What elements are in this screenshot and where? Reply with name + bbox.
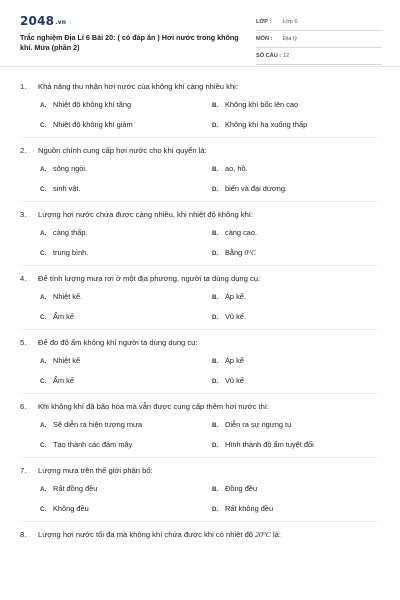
question-text: Khả năng thu nhận hơi nước của không khí càng nhiều khi: [38,82,238,91]
option-letter: D. [212,442,219,449]
option-text: Hình thành độ ẩm tuyệt đối [225,440,314,449]
option-letter: D. [212,122,219,129]
logo-suffix: .vn [55,19,67,26]
answer-option-d[interactable] [212,504,382,515]
option-letter: B. [212,166,219,173]
option-letter: C. [40,442,47,449]
answer-option-a[interactable] [40,420,210,431]
question-item [20,142,382,206]
option-letter: A. [40,230,47,237]
question-number: 8. [20,530,27,539]
meta-count-value: 12 [283,53,290,59]
answer-option-d[interactable] [212,376,382,387]
answer-option-a[interactable] [40,164,210,175]
answer-option-c[interactable] [40,440,210,451]
option-text: Ẩm kế [53,376,74,385]
question-text: Khi không khí đã bão hòa mà vẫn được cung cấp thêm hơi nước thì: [38,402,270,411]
option-letter: B. [212,422,219,429]
question-divider [20,329,382,330]
answer-option-c[interactable] [40,184,210,195]
answer-option-b[interactable] [212,484,382,495]
question-formula: 20°C [255,530,271,539]
option-text: Sẽ diễn ra hiện tượng mưa [53,420,143,429]
logo-main: 2048 [20,14,55,28]
option-letter: A. [40,422,47,429]
answer-option-a[interactable] [40,292,210,303]
option-text: Không đều [53,504,89,513]
answer-option-c[interactable] [40,376,210,387]
question-item [20,462,382,526]
option-letter: B. [212,294,219,301]
option-letter: D. [212,314,219,321]
option-text: Vũ kế [225,376,244,385]
meta-subject-label: MÔN : [256,36,273,42]
question-text-line [20,210,382,220]
answer-option-a[interactable] [40,100,210,111]
question-text-line [20,274,382,284]
question-text: Lượng hơi nước tối đa mà không khí chứa được khi có nhiệt độ [38,530,254,539]
answer-option-c[interactable] [40,312,210,323]
option-letter: A. [40,102,47,109]
option-letter: B. [212,230,219,237]
option-text: càng thấp. [53,228,88,237]
option-letter: B. [212,358,219,365]
option-text: sông ngòi. [53,164,88,173]
answer-option-b[interactable] [212,420,382,431]
question-item [20,206,382,270]
option-letter: C. [40,122,47,129]
answer-option-d[interactable] [212,184,382,195]
question-text: Để tính lượng mưa rơi ở một địa phương, người ta dùng dụng cụ: [38,274,261,283]
option-text: Ẩm kế. [53,312,76,321]
question-divider [20,457,382,458]
question-text: Lượng mưa trên thế giới phân bố: [38,466,153,475]
answer-option-b[interactable] [212,356,382,367]
option-text: trung bình. [53,248,89,257]
option-letter: A. [40,486,47,493]
document-title: Trắc nghiệm Địa Lí 6 Bài 20: ( có đáp án ) Hơi nước trong không khí. Mưa (phần 2) [20,33,239,52]
option-text: Rất đồng đều [53,484,98,493]
question-list [20,78,382,590]
meta-subject-row [256,31,382,48]
question-text-line [20,530,382,540]
answer-option-b[interactable] [212,100,382,111]
option-text: Vũ kế. [225,312,246,321]
site-logo[interactable] [20,14,66,28]
question-item [20,398,382,462]
option-letter: C. [40,506,47,513]
answer-option-a[interactable] [40,484,210,495]
meta-count-row [256,48,382,65]
answer-option-c[interactable] [40,120,210,131]
option-text: Diễn ra sự ngưng tụ [225,420,292,429]
answer-option-a[interactable] [40,228,210,239]
question-divider [20,265,382,266]
question-text: Nguồn chính cung cấp hơi nước cho khí quyển là: [38,146,207,155]
answer-option-d[interactable] [212,440,382,451]
option-letter: B. [212,486,219,493]
answer-option-d[interactable] [212,120,382,131]
option-letter: D. [212,186,219,193]
question-number: 3. [20,210,27,219]
document-meta [256,14,382,65]
question-item [20,270,382,334]
answer-option-b[interactable] [212,292,382,303]
option-text: Đồng đều [225,484,258,493]
option-letter: C. [40,314,47,321]
meta-class-row [256,14,382,31]
answer-option-a[interactable] [40,356,210,367]
option-text: Áp kế. [225,292,246,301]
answer-option-d[interactable] [212,312,382,323]
option-letter: B. [212,102,219,109]
option-text: Không khí bốc lên cao [225,100,299,109]
question-item [20,526,382,590]
document-header [20,14,382,72]
option-text: Nhiệt độ không khí tăng [53,100,132,109]
question-text: Để đo độ ẩm không khí người ta dùng dụng cụ: [38,338,198,347]
question-divider [20,393,382,394]
question-number: 7. [20,466,27,475]
answer-option-c[interactable] [40,504,210,515]
answer-option-b[interactable] [212,228,382,239]
question-number: 4. [20,274,27,283]
answer-option-b[interactable] [212,164,382,175]
question-text-line [20,146,382,156]
option-text: Nhiệt kế [53,356,81,365]
answer-option-c[interactable] [40,248,210,259]
option-text: Nhiệt kế. [53,292,83,301]
meta-class-label: LỚP : [256,19,272,25]
option-text: biển và đại dương. [225,184,287,193]
option-text: càng cao. [225,228,258,237]
option-letter: D. [212,506,219,513]
question-text-after: là: [272,530,282,539]
question-text-line [20,466,382,476]
option-letter: D. [212,250,219,257]
answer-option-d[interactable] [212,248,382,259]
question-divider [20,137,382,138]
option-text: Rất không đều [225,504,274,513]
question-text: Lượng hơi nước chứa được càng nhiều, khi nhiệt độ không khí: [38,210,254,219]
option-letter: A. [40,358,47,365]
meta-class-value: Lớp 6 [283,19,298,25]
question-text-line [20,82,382,92]
option-letter: C. [40,378,47,385]
question-number: 6. [20,402,27,411]
question-number: 1. [20,82,27,91]
question-divider [20,201,382,202]
option-text: sinh vật. [53,184,81,193]
option-letter: A. [40,166,47,173]
question-item [20,334,382,398]
option-text: ao, hồ. [225,164,248,173]
option-text: Tạo thành các đám mây [53,440,133,449]
option-text: Bằng [225,248,243,257]
question-text-line [20,402,382,412]
option-letter: A. [40,294,47,301]
header-divider [0,66,400,67]
question-number: 2. [20,146,27,155]
option-text: Áp kế [225,356,244,365]
meta-subject-value: Địa lý [283,36,297,42]
option-letter: C. [40,186,47,193]
question-item [20,78,382,142]
option-formula: 0°C [244,248,256,257]
option-text: Không khí hạ xuống thấp [225,120,308,129]
option-letter: C. [40,250,47,257]
question-number: 5. [20,338,27,347]
question-divider [20,521,382,522]
meta-count-label: SỐ CÂU : [256,53,282,59]
question-text-line [20,338,382,348]
option-letter: D. [212,378,219,385]
option-text: Nhiệt độ không khí giảm [53,120,133,129]
